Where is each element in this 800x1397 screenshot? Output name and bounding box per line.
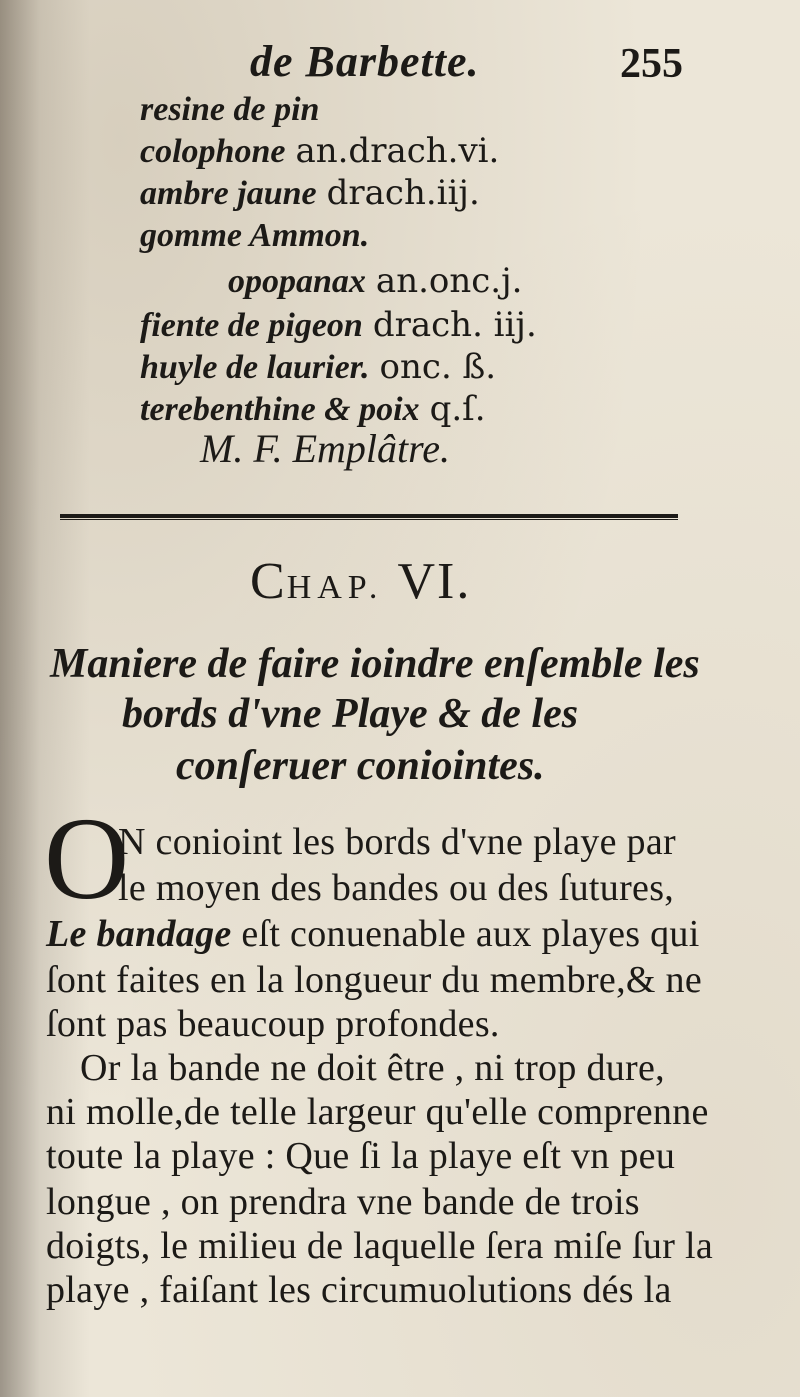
body-line-text: toute la playe : Que ſi la playe eſt vn peu	[46, 1135, 676, 1177]
recipe-line	[140, 170, 480, 214]
recipe-final-line: M. F. Emplâtre.	[200, 426, 450, 471]
recipe-line	[140, 344, 496, 388]
body-line	[80, 1046, 665, 1090]
section-divider	[60, 514, 678, 520]
ingredient: opopanax	[228, 263, 366, 300]
chapter-number: VI.	[397, 553, 472, 610]
quantity: drach. iij.	[372, 305, 537, 345]
recipe-line	[228, 258, 522, 302]
body-line	[46, 1002, 500, 1046]
chapter-heading	[250, 552, 471, 611]
page-number: 255	[620, 41, 683, 87]
body-line	[46, 1090, 709, 1134]
drop-cap: O	[44, 793, 130, 924]
recipe-line	[140, 302, 537, 346]
quantity: an.drach.vi.	[295, 131, 500, 171]
body-line	[46, 958, 702, 1002]
chapter-heading-initial: C	[250, 553, 287, 610]
chapter-title-line: Maniere de faire ioindre enſemble les	[50, 641, 700, 687]
recipe-line	[140, 212, 379, 256]
body-line-text: playe , faiſant les circumuolutions dés la	[46, 1269, 672, 1311]
body-line-text: ni molle,de telle largeur qu'elle comprenne	[46, 1091, 709, 1133]
quantity: drach.iij.	[326, 173, 480, 213]
body-line-text: le moyen des bandes ou des ſutures,	[118, 867, 675, 909]
chapter-heading-rest: HAP.	[286, 569, 384, 606]
body-line	[46, 1180, 640, 1224]
ingredient: resine de pin	[140, 91, 320, 128]
recipe-line	[140, 128, 499, 172]
ingredient: fiente de pigeon	[140, 307, 363, 344]
body-line-text: doigts, le milieu de laquelle ſera miſe ſur la	[46, 1225, 713, 1267]
chapter-title-line: conſeruer coniointes.	[176, 743, 545, 789]
body-line	[46, 1134, 675, 1178]
body-line	[118, 820, 676, 864]
quantity: an.onc.j.	[375, 261, 523, 301]
body-line-italic: Le bandage	[46, 913, 232, 955]
ingredient: huyle de laurier.	[140, 349, 370, 386]
recipe-line	[140, 386, 486, 430]
running-head: de Barbette.	[250, 37, 480, 86]
ingredient: colophone	[140, 133, 286, 170]
body-line-text: ſont pas beaucoup profondes.	[46, 1003, 500, 1045]
body-line	[118, 866, 674, 910]
body-line-text: N conioint les bords d'vne playe par	[118, 821, 676, 863]
body-line-text: longue , on prendra vne bande de trois	[46, 1181, 640, 1223]
quantity: q.ſ.	[429, 389, 486, 429]
body-line-text: eſt conuenable aux playes qui	[231, 913, 700, 955]
ingredient: ambre jaune	[140, 175, 317, 212]
ingredient: gomme Ammon.	[140, 217, 370, 254]
ingredient: terebenthine & poix	[140, 391, 420, 428]
body-line-text: ſont faites en la longueur du membre,& ne	[46, 959, 702, 1001]
body-line	[46, 912, 700, 956]
recipe-line	[140, 86, 329, 130]
body-line	[46, 1224, 713, 1268]
quantity: onc. ß.	[379, 347, 497, 387]
chapter-title-line: bords d'vne Playe & de les	[122, 691, 579, 737]
body-line	[46, 1268, 672, 1312]
body-line-text: Or la bande ne doit être , ni trop dure,	[80, 1047, 665, 1089]
